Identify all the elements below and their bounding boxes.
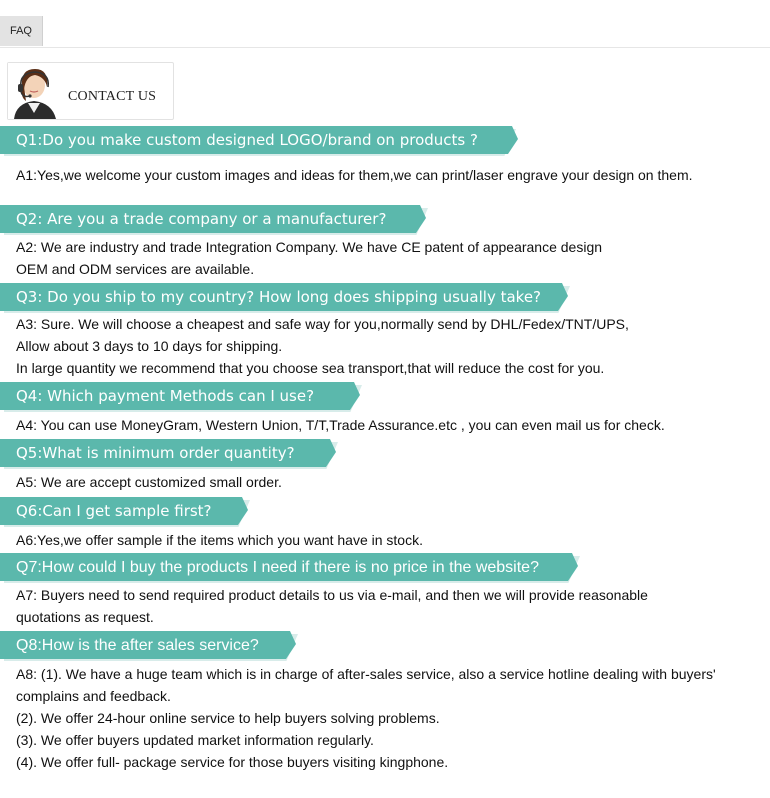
faq-question-7 — [0, 553, 582, 581]
faq-answer-7-line-1: A7: Buyers need to send required product details to us via e-mail, and then we will provide reasonable — [16, 587, 648, 603]
faq-answer-1 — [16, 164, 693, 186]
faq-answer-3-line-2: Allow about 3 days to 10 days for shipping. — [16, 338, 283, 354]
faq-question-3-text: Q3: Do you ship to my country? How long does shipping usually take? — [16, 288, 542, 306]
faq-question-4 — [0, 382, 364, 410]
faq-question-2 — [0, 205, 430, 233]
tab-bar — [0, 0, 770, 48]
faq-answer-8 — [16, 663, 716, 773]
faq-question-1-text: Q1:Do you make custom designed LOGO/brand on products ? — [16, 131, 478, 149]
faq-answer-8-line-2: complains and feedback. — [16, 688, 171, 704]
faq-question-8-text: Q8:How is the after sales service? — [16, 637, 259, 654]
faq-answer-7 — [16, 584, 648, 628]
faq-question-4-text: Q4: Which payment Methods can I use? — [16, 387, 315, 405]
faq-answer-5 — [16, 471, 282, 493]
faq-answer-4-line-1: A4: You can use MoneyGram, Western Union, T/T,Trade Assurance.etc , you can even mail us for check. — [16, 417, 665, 433]
support-agent-icon — [8, 63, 68, 119]
faq-answer-3-line-1: A3: Sure. We will choose a cheapest and safe way for you,normally send by DHL/Fedex/TNT/UPS, — [16, 316, 629, 332]
faq-answer-6 — [16, 529, 423, 551]
faq-answer-5-line-1: A5: We are accept customized small order. — [16, 474, 282, 490]
tab-faq[interactable]: FAQ — [0, 16, 43, 46]
faq-answer-2 — [16, 236, 602, 280]
contact-us-banner[interactable] — [7, 62, 174, 120]
faq-question-2-text: Q2: Are you a trade company or a manufacturer? — [16, 210, 387, 228]
faq-question-8 — [0, 631, 300, 659]
faq-answer-3 — [16, 313, 629, 379]
faq-answer-1-line-1: A1:Yes,we welcome your custom images and ideas for them,we can print/laser engrave your design on them. — [16, 167, 693, 183]
faq-question-3 — [0, 283, 572, 311]
tab-divider — [0, 47, 770, 48]
faq-question-5-text: Q5:What is minimum order quantity? — [16, 444, 295, 462]
faq-question-5 — [0, 439, 340, 467]
contact-us-label: CONTACT US — [68, 89, 157, 104]
faq-question-1 — [0, 126, 520, 154]
faq-answer-7-line-2: quotations as request. — [16, 609, 154, 625]
faq-answer-6-line-1: A6:Yes,we offer sample if the items which you want have in stock. — [16, 532, 423, 548]
faq-answer-8-line-5: (4). We offer full- package service for those buyers visiting kingphone. — [16, 754, 449, 770]
faq-question-6-text: Q6:Can I get sample first? — [16, 502, 212, 520]
faq-question-7-text: Q7:How could I buy the products I need if there is no price in the website? — [16, 559, 539, 576]
faq-answer-3-line-3: In large quantity we recommend that you choose sea transport,that will reduce the cost for you. — [16, 360, 605, 376]
faq-answer-8-line-3: (2). We offer 24-hour online service to help buyers solving problems. — [16, 710, 440, 726]
faq-answer-2-line-1: A2: We are industry and trade Integration Company. We have CE patent of appearance design — [16, 239, 603, 255]
faq-answer-8-line-1: A8: (1). We have a huge team which is in charge of after-sales service, also a service hotline dealing with buyers' — [16, 666, 716, 682]
faq-question-6 — [0, 497, 252, 525]
faq-answer-4 — [16, 414, 665, 436]
faq-answer-8-line-4: (3). We offer buyers updated market information regularly. — [16, 732, 374, 748]
faq-answer-2-line-2: OEM and ODM services are available. — [16, 261, 255, 277]
